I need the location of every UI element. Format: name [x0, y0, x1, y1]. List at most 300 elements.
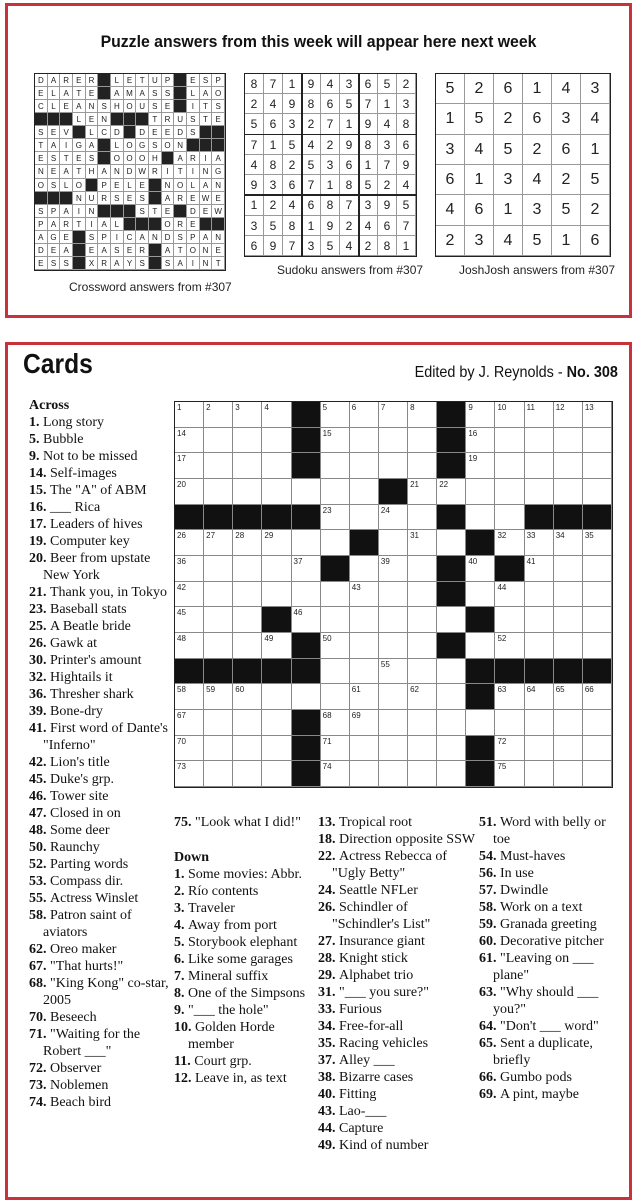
- answer-letter: A: [60, 165, 73, 178]
- crossword-cell[interactable]: [466, 402, 495, 428]
- crossword-cell[interactable]: [321, 710, 350, 736]
- crossword-cell[interactable]: [495, 736, 524, 762]
- crossword-cell[interactable]: [525, 402, 554, 428]
- crossword-cell[interactable]: [495, 530, 524, 556]
- sudoku-digit: 1: [264, 135, 283, 155]
- crossword-cell[interactable]: [175, 582, 204, 608]
- answer-letter: R: [60, 218, 73, 231]
- crossword-cell[interactable]: [408, 428, 437, 454]
- sudoku-digit: 2: [264, 195, 283, 215]
- answer-letter: A: [35, 231, 48, 244]
- crossword-cell[interactable]: [175, 428, 204, 454]
- crossword-cell[interactable]: [554, 479, 583, 505]
- crossword-cell[interactable]: [379, 736, 408, 762]
- crossword-cell[interactable]: [583, 633, 612, 659]
- joshjosh-answer-grid: [435, 73, 611, 257]
- black-square: [292, 505, 321, 531]
- crossword-cell[interactable]: [554, 582, 583, 608]
- answer-letter: E: [48, 244, 61, 257]
- crossword-cell[interactable]: [379, 530, 408, 556]
- answer-letter: I: [187, 165, 200, 178]
- sudoku-digit: 5: [378, 74, 397, 94]
- answer-letter: R: [86, 74, 99, 87]
- clue-number: 39.: [29, 704, 50, 719]
- clue: [29, 1009, 169, 1026]
- crossword-cell[interactable]: [495, 402, 524, 428]
- crossword-cell[interactable]: [437, 710, 466, 736]
- crossword-answer-grid: [34, 73, 226, 271]
- crossword-cell[interactable]: [204, 710, 233, 736]
- crossword-cell[interactable]: [321, 428, 350, 454]
- crossword-cell[interactable]: [554, 428, 583, 454]
- crossword-cell[interactable]: [175, 736, 204, 762]
- crossword-cell[interactable]: [583, 710, 612, 736]
- sudoku-digit: 4: [264, 94, 283, 114]
- crossword-cell[interactable]: [233, 607, 262, 633]
- black-square: [525, 505, 554, 531]
- crossword-cell[interactable]: [175, 453, 204, 479]
- crossword-cell[interactable]: [292, 684, 321, 710]
- clue-number: 9.: [174, 1003, 188, 1018]
- answer-letter: T: [149, 113, 162, 126]
- crossword-cell[interactable]: [233, 684, 262, 710]
- clue-number: 48.: [29, 823, 50, 838]
- crossword-cell[interactable]: [379, 505, 408, 531]
- clue-number: 65.: [479, 1036, 500, 1051]
- crossword-cell[interactable]: [495, 479, 524, 505]
- answer-letter: L: [111, 74, 124, 87]
- black-square: [200, 218, 213, 231]
- crossword-cell[interactable]: [554, 761, 583, 787]
- crossword-cell[interactable]: [466, 556, 495, 582]
- crossword-cell[interactable]: [437, 659, 466, 685]
- clue-text: A pint, maybe: [500, 1087, 579, 1102]
- crossword-cell[interactable]: [554, 684, 583, 710]
- clues-column-2: [174, 814, 316, 1087]
- clue: [174, 1053, 316, 1070]
- clue-text: "___ the hole": [188, 1003, 269, 1018]
- clue-number: 68.: [29, 976, 50, 991]
- crossword-cell[interactable]: [175, 607, 204, 633]
- clue-text: Decorative pitcher: [500, 934, 604, 949]
- crossword-cell[interactable]: [583, 402, 612, 428]
- clue-text: "Why should ___ you?": [493, 985, 599, 1017]
- crossword-cell[interactable]: [408, 556, 437, 582]
- crossword-cell[interactable]: [321, 761, 350, 787]
- answer-letter: O: [124, 152, 137, 165]
- clue-number: 26.: [29, 636, 50, 651]
- crossword-cell[interactable]: [408, 684, 437, 710]
- crossword-cell[interactable]: [350, 710, 379, 736]
- crossword-cell[interactable]: [321, 530, 350, 556]
- crossword-cell[interactable]: [379, 428, 408, 454]
- crossword-cell[interactable]: [204, 556, 233, 582]
- crossword-cell[interactable]: [204, 428, 233, 454]
- clue-text: Granada greeting: [500, 917, 597, 932]
- clue-text: "Leaving on ___ plane": [493, 951, 594, 983]
- crossword-cell[interactable]: [525, 607, 554, 633]
- crossword-cell[interactable]: [175, 684, 204, 710]
- crossword-cell[interactable]: [466, 505, 495, 531]
- black-square: [60, 113, 73, 126]
- sudoku-digit: 4: [245, 155, 264, 175]
- crossword-cell[interactable]: [204, 582, 233, 608]
- crossword-cell[interactable]: [554, 402, 583, 428]
- crossword-cell[interactable]: [350, 684, 379, 710]
- crossword-cell[interactable]: [495, 684, 524, 710]
- crossword-cell[interactable]: [495, 582, 524, 608]
- crossword-cell[interactable]: [583, 684, 612, 710]
- crossword-cell[interactable]: [350, 607, 379, 633]
- crossword-cell[interactable]: [408, 659, 437, 685]
- clue: [29, 1094, 169, 1111]
- crossword-cell[interactable]: [204, 607, 233, 633]
- answer-letter: S: [136, 205, 149, 218]
- crossword-cell[interactable]: [583, 761, 612, 787]
- crossword-cell[interactable]: [350, 633, 379, 659]
- crossword-cell[interactable]: [292, 607, 321, 633]
- crossword-cell[interactable]: [583, 428, 612, 454]
- puzzle-number: No. 308: [566, 364, 618, 381]
- clue-text: Kind of number: [339, 1138, 429, 1153]
- crossword-cell[interactable]: [321, 736, 350, 762]
- crossword-cell[interactable]: [525, 761, 554, 787]
- answer-letter: A: [111, 257, 124, 270]
- crossword-cell[interactable]: [175, 402, 204, 428]
- answer-letter: S: [86, 231, 99, 244]
- crossword-cell[interactable]: [321, 402, 350, 428]
- crossword-cell[interactable]: [233, 761, 262, 787]
- crossword-cell[interactable]: [350, 479, 379, 505]
- clue-text: Dwindle: [500, 883, 549, 898]
- clue: [29, 754, 169, 771]
- crossword-cell[interactable]: [262, 582, 291, 608]
- clue: [29, 839, 169, 856]
- crossword-cell[interactable]: [583, 607, 612, 633]
- crossword-cell[interactable]: [350, 761, 379, 787]
- crossword-cell[interactable]: [525, 556, 554, 582]
- crossword-cell[interactable]: [466, 453, 495, 479]
- answers-heading: Puzzle answers from this week will appear here next week: [100, 32, 537, 51]
- answer-letter: E: [187, 192, 200, 205]
- crossword-cell[interactable]: [408, 761, 437, 787]
- crossword-cell[interactable]: [175, 633, 204, 659]
- clue-text: Bizarre cases: [339, 1070, 414, 1085]
- crossword-cell[interactable]: [525, 582, 554, 608]
- crossword-grid[interactable]: [174, 401, 613, 788]
- black-square: [466, 607, 495, 633]
- crossword-cell[interactable]: [350, 428, 379, 454]
- crossword-cell[interactable]: [495, 607, 524, 633]
- crossword-cell[interactable]: [583, 530, 612, 556]
- clue-number: 2.: [174, 884, 188, 899]
- crossword-cell[interactable]: [408, 633, 437, 659]
- crossword-cell[interactable]: [408, 582, 437, 608]
- crossword-cell[interactable]: [408, 402, 437, 428]
- crossword-cell[interactable]: [554, 453, 583, 479]
- clue-text: Work on a text: [500, 900, 583, 915]
- crossword-cell[interactable]: [292, 479, 321, 505]
- crossword-cell[interactable]: [554, 710, 583, 736]
- answer-letter: A: [48, 74, 61, 87]
- joshjosh-digit: 2: [436, 226, 465, 256]
- clue: [318, 814, 478, 831]
- black-square: [162, 152, 175, 165]
- answer-letter: S: [149, 100, 162, 113]
- crossword-cell[interactable]: [525, 530, 554, 556]
- crossword-cell[interactable]: [379, 659, 408, 685]
- crossword-cell[interactable]: [525, 633, 554, 659]
- crossword-cell[interactable]: [321, 684, 350, 710]
- sudoku-digit: 8: [245, 74, 264, 94]
- crossword-cell[interactable]: [262, 453, 291, 479]
- crossword-cell[interactable]: [525, 453, 554, 479]
- answer-letter: V: [60, 126, 73, 139]
- crossword-cell[interactable]: [495, 761, 524, 787]
- crossword-cell[interactable]: [175, 479, 204, 505]
- crossword-cell[interactable]: [379, 582, 408, 608]
- crossword-cell[interactable]: [204, 453, 233, 479]
- sudoku-digit: 2: [321, 135, 340, 155]
- crossword-cell[interactable]: [321, 453, 350, 479]
- crossword-cell[interactable]: [554, 633, 583, 659]
- sudoku-digit: 4: [378, 114, 397, 134]
- answer-letter: S: [187, 113, 200, 126]
- crossword-cell[interactable]: [262, 761, 291, 787]
- crossword-cell[interactable]: [408, 736, 437, 762]
- crossword-cell[interactable]: [583, 453, 612, 479]
- sudoku-digit: 4: [321, 74, 340, 94]
- crossword-cell[interactable]: [204, 736, 233, 762]
- clue: [174, 866, 316, 883]
- crossword-cell[interactable]: [262, 530, 291, 556]
- crossword-cell[interactable]: [583, 479, 612, 505]
- answer-letter: T: [73, 218, 86, 231]
- crossword-cell[interactable]: [321, 505, 350, 531]
- crossword-cell[interactable]: [466, 633, 495, 659]
- crossword-cell[interactable]: [437, 530, 466, 556]
- crossword-cell[interactable]: [408, 530, 437, 556]
- crossword-cell[interactable]: [233, 479, 262, 505]
- crossword-cell[interactable]: [233, 582, 262, 608]
- crossword-cell[interactable]: [350, 453, 379, 479]
- answer-letter: L: [48, 100, 61, 113]
- joshjosh-digit: 3: [494, 165, 523, 195]
- crossword-cell[interactable]: [583, 582, 612, 608]
- crossword-cell[interactable]: [466, 428, 495, 454]
- crossword-cell[interactable]: [437, 684, 466, 710]
- answer-letter: A: [174, 257, 187, 270]
- crossword-cell[interactable]: [350, 659, 379, 685]
- clue: [479, 1069, 619, 1086]
- clue-text: Parting words: [50, 857, 129, 872]
- crossword-cell[interactable]: [437, 607, 466, 633]
- crossword-cell[interactable]: [379, 607, 408, 633]
- crossword-cell[interactable]: [554, 736, 583, 762]
- answer-letter: N: [212, 231, 225, 244]
- crossword-cell[interactable]: [379, 633, 408, 659]
- clue-number: 16.: [29, 500, 50, 515]
- answer-letter: H: [149, 152, 162, 165]
- crossword-cell[interactable]: [175, 530, 204, 556]
- black-square: [174, 74, 187, 87]
- answer-letter: D: [174, 126, 187, 139]
- crossword-cell[interactable]: [554, 530, 583, 556]
- crossword-cell[interactable]: [175, 556, 204, 582]
- crossword-cell[interactable]: [495, 505, 524, 531]
- crossword-cell[interactable]: [437, 761, 466, 787]
- answer-letter: X: [86, 257, 99, 270]
- crossword-cell[interactable]: [437, 736, 466, 762]
- answer-letter: S: [162, 257, 175, 270]
- crossword-cell[interactable]: [525, 479, 554, 505]
- answer-letter: E: [162, 205, 175, 218]
- crossword-cell[interactable]: [466, 710, 495, 736]
- black-square: [583, 505, 612, 531]
- crossword-cell[interactable]: [262, 402, 291, 428]
- black-square: [233, 659, 262, 685]
- crossword-cell[interactable]: [204, 530, 233, 556]
- clue-text: Sent a duplicate, briefly: [493, 1036, 593, 1068]
- crossword-cell[interactable]: [233, 453, 262, 479]
- answer-letter: T: [200, 100, 213, 113]
- crossword-cell[interactable]: [321, 582, 350, 608]
- sudoku-digit: 7: [378, 155, 397, 175]
- sudoku-digit: 6: [340, 155, 359, 175]
- crossword-cell[interactable]: [262, 710, 291, 736]
- crossword-cell[interactable]: [321, 633, 350, 659]
- clue-number: 4.: [174, 918, 188, 933]
- clue-number: 17: [177, 454, 186, 464]
- crossword-cell[interactable]: [262, 633, 291, 659]
- black-square: [35, 113, 48, 126]
- crossword-cell[interactable]: [495, 710, 524, 736]
- black-square: [350, 530, 379, 556]
- clue-number: 13: [584, 403, 594, 412]
- crossword-cell[interactable]: [408, 710, 437, 736]
- black-square: [187, 139, 200, 152]
- sudoku-digit: 8: [302, 94, 321, 114]
- crossword-cell[interactable]: [233, 530, 262, 556]
- clue-number: 75: [497, 762, 507, 772]
- crossword-cell[interactable]: [554, 556, 583, 582]
- clue: [318, 1086, 478, 1103]
- crossword-cell[interactable]: [175, 761, 204, 787]
- sudoku-digit: 2: [397, 74, 416, 94]
- crossword-cell[interactable]: [379, 556, 408, 582]
- crossword-cell[interactable]: [233, 736, 262, 762]
- clue-number: 39: [380, 557, 390, 566]
- crossword-cell[interactable]: [350, 402, 379, 428]
- sudoku-digit: 8: [340, 175, 359, 195]
- answer-letter: A: [200, 87, 213, 100]
- crossword-cell[interactable]: [204, 761, 233, 787]
- crossword-cell[interactable]: [379, 710, 408, 736]
- clue: [29, 482, 169, 499]
- clue-number: 46: [293, 608, 303, 618]
- crossword-cell[interactable]: [554, 607, 583, 633]
- crossword-cell[interactable]: [292, 530, 321, 556]
- crossword-cell[interactable]: [204, 684, 233, 710]
- clue-text: Direction opposite SSW: [339, 832, 476, 847]
- crossword-cell[interactable]: [262, 684, 291, 710]
- crossword-cell[interactable]: [350, 505, 379, 531]
- crossword-cell[interactable]: [408, 505, 437, 531]
- crossword-cell[interactable]: [495, 633, 524, 659]
- crossword-cell[interactable]: [525, 710, 554, 736]
- crossword-cell[interactable]: [321, 479, 350, 505]
- crossword-cell[interactable]: [204, 479, 233, 505]
- black-square: [554, 659, 583, 685]
- crossword-cell[interactable]: [408, 453, 437, 479]
- crossword-cell[interactable]: [466, 582, 495, 608]
- crossword-cell[interactable]: [233, 402, 262, 428]
- crossword-cell[interactable]: [408, 479, 437, 505]
- crossword-cell[interactable]: [379, 761, 408, 787]
- crossword-cell[interactable]: [321, 659, 350, 685]
- sudoku-digit: 1: [302, 216, 321, 236]
- crossword-cell[interactable]: [233, 710, 262, 736]
- joshjosh-digit: 5: [581, 165, 610, 195]
- clue-number: 53.: [29, 874, 50, 889]
- crossword-cell[interactable]: [175, 710, 204, 736]
- crossword-cell[interactable]: [466, 479, 495, 505]
- crossword-cell[interactable]: [262, 479, 291, 505]
- crossword-cell[interactable]: [525, 428, 554, 454]
- answer-letter: L: [187, 179, 200, 192]
- clue: [318, 831, 478, 848]
- crossword-cell[interactable]: [495, 428, 524, 454]
- crossword-cell[interactable]: [262, 736, 291, 762]
- clue-number: 12: [555, 403, 565, 412]
- crossword-cell[interactable]: [525, 736, 554, 762]
- crossword-cell[interactable]: [233, 556, 262, 582]
- crossword-cell[interactable]: [204, 402, 233, 428]
- crossword-cell[interactable]: [321, 607, 350, 633]
- crossword-cell[interactable]: [379, 453, 408, 479]
- black-square: [437, 453, 466, 479]
- crossword-cell[interactable]: [350, 736, 379, 762]
- crossword-cell[interactable]: [350, 582, 379, 608]
- black-square: [86, 179, 99, 192]
- crossword-cell[interactable]: [379, 684, 408, 710]
- answer-letter: N: [111, 165, 124, 178]
- clue: [174, 968, 316, 985]
- crossword-cell[interactable]: [204, 633, 233, 659]
- crossword-cell[interactable]: [437, 479, 466, 505]
- crossword-cell[interactable]: [233, 428, 262, 454]
- sudoku-digit: 3: [283, 114, 302, 134]
- crossword-cell[interactable]: [408, 607, 437, 633]
- crossword-cell[interactable]: [262, 428, 291, 454]
- crossword-cell[interactable]: [233, 633, 262, 659]
- sudoku-digit: 7: [245, 135, 264, 155]
- answer-letter: A: [98, 165, 111, 178]
- clue-number: 51.: [479, 815, 500, 830]
- sudoku-digit: 1: [359, 155, 378, 175]
- crossword-cell[interactable]: [525, 684, 554, 710]
- crossword-cell[interactable]: [350, 556, 379, 582]
- crossword-cell[interactable]: [495, 453, 524, 479]
- crossword-cell[interactable]: [583, 736, 612, 762]
- crossword-cell[interactable]: [379, 402, 408, 428]
- crossword-cell[interactable]: [262, 556, 291, 582]
- crossword-cell[interactable]: [292, 582, 321, 608]
- crossword-cell[interactable]: [583, 556, 612, 582]
- crossword-cell[interactable]: [292, 556, 321, 582]
- answer-letter: E: [35, 257, 48, 270]
- sudoku-digit: 2: [302, 114, 321, 134]
